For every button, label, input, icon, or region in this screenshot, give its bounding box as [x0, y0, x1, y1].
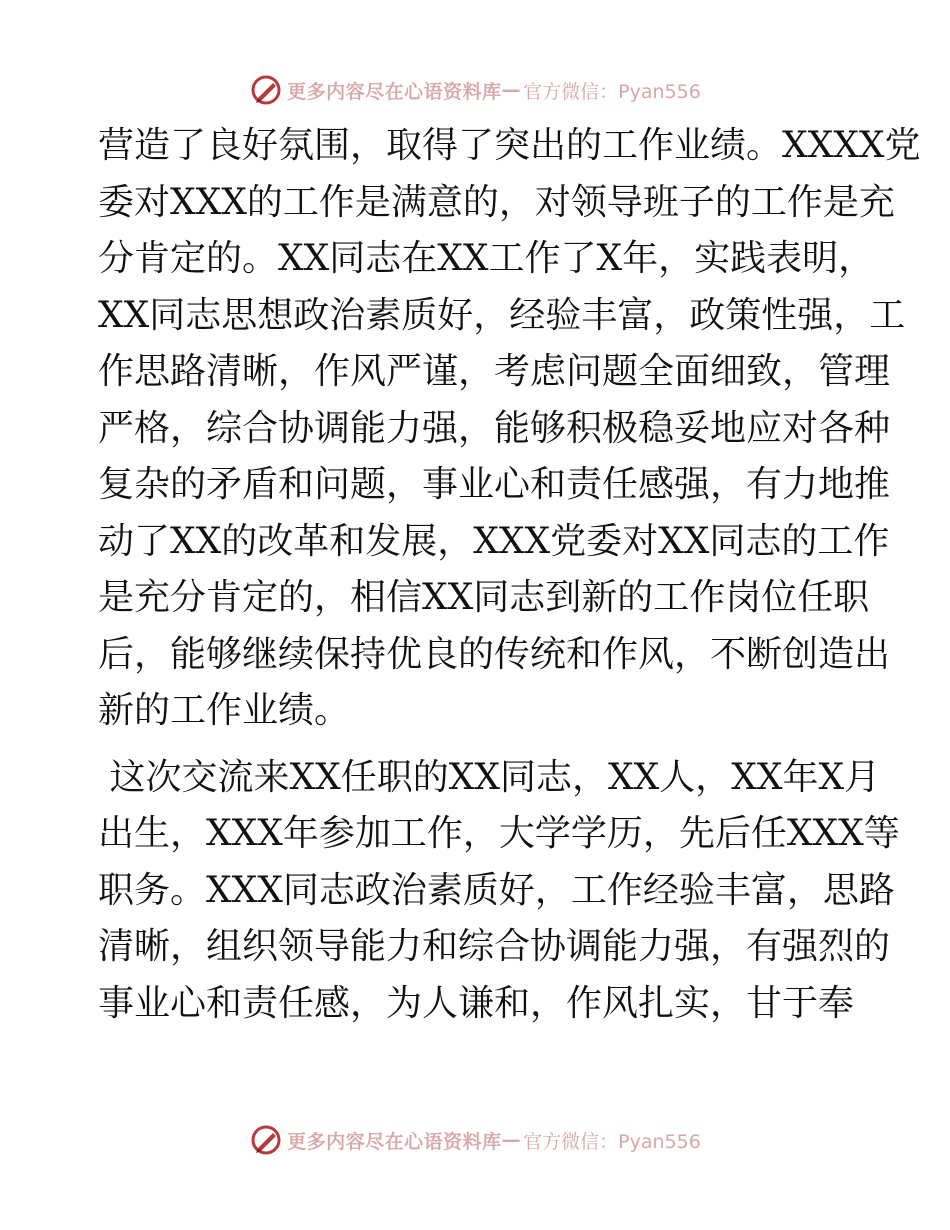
text-line: 动了XX的改革和发展，XXX党委对XX同志的工作 [98, 520, 890, 562]
text-line: 严格，综合协调能力强，能够积极稳妥地应对各种 [98, 407, 891, 449]
paragraph-1 [98, 118, 921, 740]
text-line: 是充分肯定的，相信XX同志到新的工作岗位任职 [98, 577, 870, 618]
banner-contact: 官方微信：Pyan556 [523, 1130, 701, 1153]
pen-logo-icon [249, 1123, 283, 1157]
paragraph-2 [98, 750, 900, 1033]
text-line: 这次交流来XX任职的XX同志，XX人，XX年X月 [98, 756, 881, 798]
pen-logo-icon [249, 73, 283, 107]
text-line: 出生，XXX年参加工作，大学学历，先后任XXX等 [98, 813, 900, 854]
document-body [98, 118, 921, 1032]
text-line: 营造了良好氛围，取得了突出的工作业绩。XXXX党 [98, 125, 921, 166]
text-line: 后，能够继续保持优良的传统和作风，不断创造出 [98, 633, 891, 675]
banner-contact: 官方微信：Pyan556 [523, 80, 701, 103]
text-line: 复杂的矛盾和问题，事业心和责任感强，有力地推 [98, 464, 891, 505]
text-line: 委对XXX的工作是满意的，对领导班子的工作是充 [98, 181, 895, 223]
banner-text: 更多内容尽在心语资料库 [287, 1130, 502, 1153]
footer-banner [0, 1120, 950, 1160]
text-line: 事业心和责任感，为人谦和，作风扎实，甘于奉 [98, 982, 855, 1024]
banner-separator: — [501, 1129, 522, 1151]
text-line: 新的工作业绩。 [98, 690, 351, 731]
text-line: 作思路清晰，作风严谨，考虑问题全面细致，管理 [98, 351, 891, 392]
text-line: 职务。XXX同志政治素质好，工作经验丰富，思路 [98, 869, 895, 911]
header-banner [0, 70, 950, 110]
banner-separator: — [501, 79, 522, 101]
text-line: XX同志思想政治素质好，经验丰富，政策性强，工 [98, 294, 906, 336]
text-line: 分肯定的。XX同志在XX工作了X年，实践表明， [98, 238, 875, 279]
text-line: 清晰，组织领导能力和综合协调能力强，有强烈的 [98, 926, 891, 967]
banner-text: 更多内容尽在心语资料库 [287, 80, 502, 103]
